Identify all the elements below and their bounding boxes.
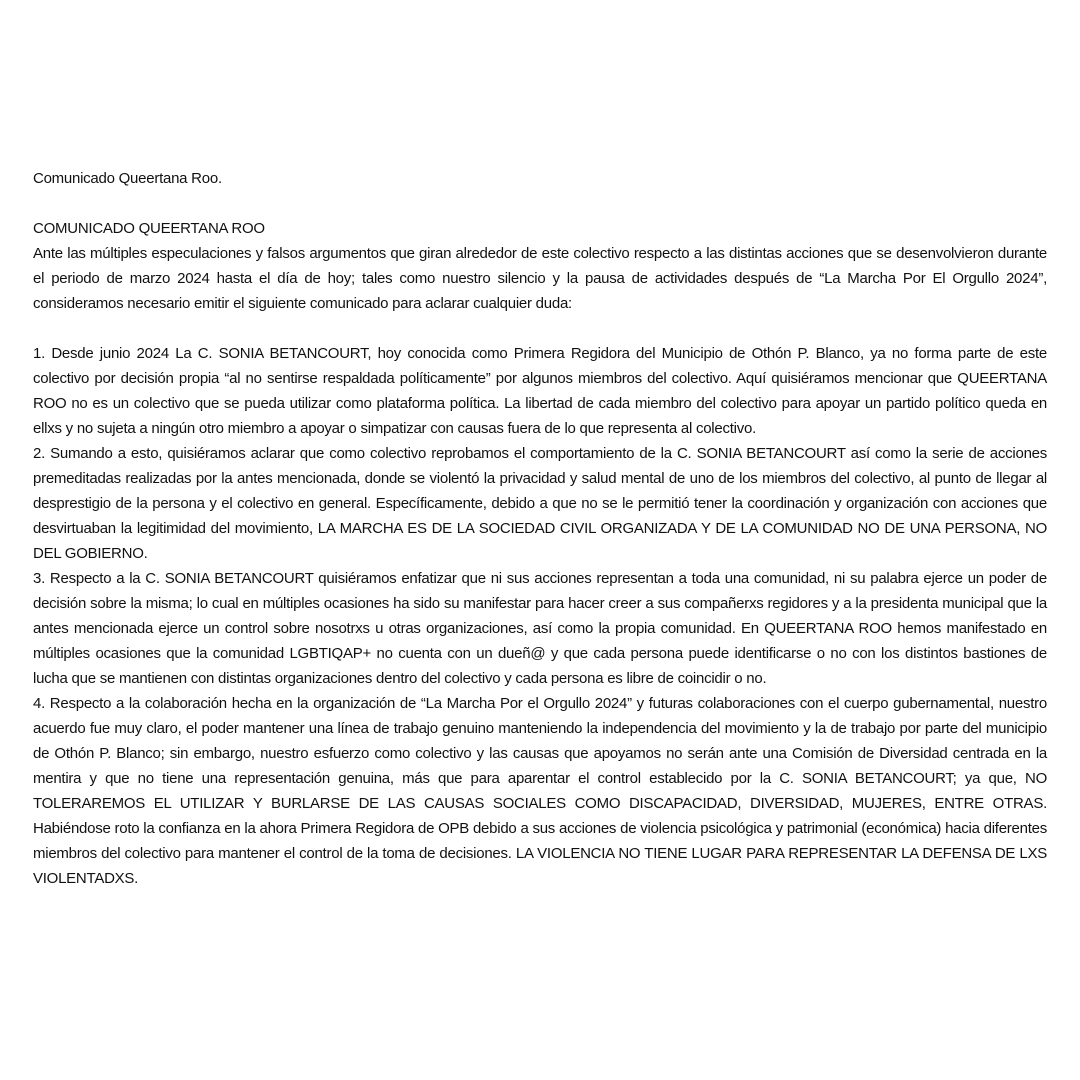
blank-line	[33, 191, 1047, 216]
point-3-paragraph: 3. Respecto a la C. SONIA BETANCOURT quisiéramos enfatizar que ni sus acciones representan a toda una comunidad, ni su palabra ejerce un poder de decisión sobre la misma; lo cual en múltiples ocasiones ha sido su manifestar para hacer creer a sus compañerxs regidores y a la presidenta municipal que la antes mencionada ejerce un control sobre nosotrxs u otras organizaciones, así como la propia comunidad. En QUEERTANA ROO hemos manifestado en múltiples ocasiones que la comunidad LGBTIQAP+ no cuenta con un dueñ@ y que cada persona puede identificarse o no con los distintos bastiones de lucha que se mantienen con distintas organizaciones dentro del colectivo y cada persona es libre de coincidir o no.	[33, 570, 1047, 687]
point-4-paragraph: 4. Respecto a la colaboración hecha en la organización de “La Marcha Por el Orgullo 2024” y futuras colaboraciones con el cuerpo gubernamental, nuestro acuerdo fue muy claro, el poder mantener una línea de trabajo genuino manteniendo la independencia del movimiento y la de trabajo por parte del municipio de Othón P. Blanco; sin embargo, nuestro esfuerzo como colectivo y las causas que apoyamos no serán ante una Comisión de Diversidad centrada en la mentira y que no tiene una representación genuina, más que para aparentar el control establecido por la C. SONIA BETANCOURT; ya que, NO TOLERAREMOS EL UTILIZAR Y BURLARSE DE LAS CAUSAS SOCIALES COMO DISCAPACIDAD, DIVERSIDAD, MUJERES, ENTRE OTRAS. Habiéndose roto la confianza en la ahora Primera Regidora de OPB debido a sus acciones de violencia psicológica y patrimonial (económica) hacia diferentes miembros del colectivo para mantener el control de la toma de decisiones. LA VIOLENCIA NO TIENE LUGAR PARA REPRESENTAR LA DEFENSA DE LXS VIOLENTADXS.	[33, 695, 1047, 887]
point-2-paragraph: 2. Sumando a esto, quisiéramos aclarar que como colectivo reprobamos el comportamiento de la C. SONIA BETANCOURT así como la serie de acciones premeditadas realizadas por la antes mencionada, donde se violentó la privacidad y salud mental de uno de los miembros del colectivo, al punto de llegar al desprestigio de la persona y el colectivo en general. Específicamente, debido a que no se le permitió tener la coordinación y organización con acciones que desvirtuaban la legitimidad del movimiento, LA MARCHA ES DE LA SOCIEDAD CIVIL ORGANIZADA Y DE LA COMUNIDAD NO DE UNA PERSONA, NO DEL GOBIERNO.	[33, 445, 1047, 562]
intro-paragraph: Ante las múltiples especulaciones y falsos argumentos que giran alrededor de este colectivo respecto a las distintas acciones que se desenvolvieron durante el periodo de marzo 2024 hasta el día de hoy; tales como nuestro silencio y la pausa de actividades después de “La Marcha Por El Orgullo 2024”, consideramos necesario emitir el siguiente comunicado para aclarar cualquier duda:	[33, 245, 1047, 312]
blank-line	[33, 316, 1047, 341]
document-heading: Comunicado Queertana Roo.	[33, 170, 222, 187]
point-1-paragraph: 1. Desde junio 2024 La C. SONIA BETANCOURT, hoy conocida como Primera Regidora del Municipio de Othón P. Blanco, ya no forma parte de este colectivo por decisión propia “al no sentirse respaldada políticamente” por algunos miembros del colectivo. Aquí quisiéramos mencionar que QUEERTANA ROO no es un colectivo que se pueda utilizar como plataforma política. La libertad de cada miembro del colectivo para apoyar un partido político queda en ellxs y no sujeta a ningún otro miembro a apoyar o simpatizar con causas fuera de lo que representa al colectivo.	[33, 345, 1047, 437]
document-title: COMUNICADO QUEERTANA ROO	[33, 220, 265, 237]
document-body	[33, 166, 1047, 891]
